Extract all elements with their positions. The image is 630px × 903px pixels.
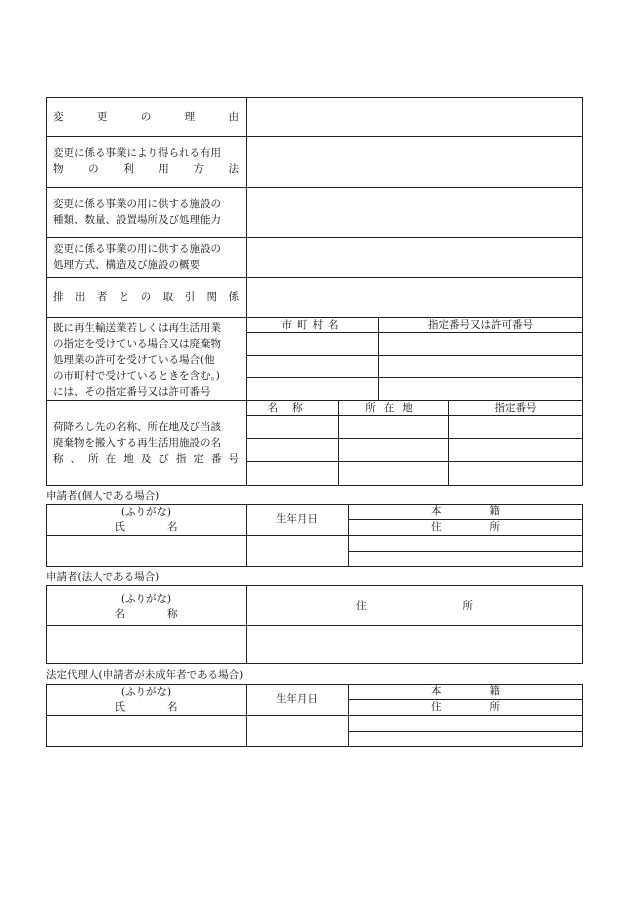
legal-rep-address-label: 住所	[431, 701, 548, 713]
corporate-furigana-label: (ふりがな)	[120, 593, 172, 605]
permit-cell-2[interactable]	[380, 334, 581, 354]
permit-col-municipality: 市町村名	[281, 319, 344, 331]
processing-method-label-line2: 処理方式、構造及び施設の概要	[53, 259, 200, 271]
legal-rep-name-label: 氏名	[114, 701, 220, 713]
permit-label-line4: の市町村で受けているときを含む。)	[53, 370, 220, 382]
unloading-label-line3: 称、所在地及び指定番号	[53, 453, 239, 465]
corporate-address-value[interactable]	[248, 627, 581, 663]
corporate-address-label: 住所	[356, 600, 569, 612]
processing-method-value[interactable]	[248, 239, 581, 276]
individual-birth-label: 生年月日	[276, 513, 318, 525]
unloading-label-line1: 荷降ろし先の名称、所在地及び当該	[53, 421, 221, 433]
processing-method-label-line1: 変更に係る事業の用に供する施設の	[53, 243, 221, 255]
legal-rep-heading: 法定代理人(申請者が未成年者である場合)	[46, 669, 244, 681]
legal-rep-honseki-label: 本籍	[431, 685, 548, 697]
individual-furigana-label: (ふりがな)	[120, 506, 172, 518]
unloading-col-address: 所在地	[365, 402, 421, 414]
legal-rep-furigana-label: (ふりがな)	[120, 686, 172, 698]
corporate-name-label: 名称	[114, 608, 220, 620]
reason-for-change-label: 変更の理由	[53, 111, 239, 123]
main-table-label-divider	[246, 97, 247, 486]
legal-rep-birth-label: 生年月日	[276, 693, 318, 705]
discharger-relationship-value[interactable]	[248, 279, 581, 316]
reason-for-change-value[interactable]	[248, 99, 581, 135]
individual-heading: 申請者(個人である場合)	[46, 490, 160, 502]
unloading-label-line2: 廃棄物を搬入する再生活用施設の名	[53, 437, 221, 449]
utilization-method-label-line1: 変更に係る事業により得られる有用	[53, 147, 221, 159]
unloading-col-name: 名称	[267, 402, 317, 414]
facility-type-label-line1: 変更に係る事業の用に供する施設の	[53, 198, 221, 210]
individual-name-value[interactable]	[48, 537, 245, 565]
utilization-method-label-line2: 物の利用方法	[53, 163, 239, 175]
facility-type-value[interactable]	[248, 189, 581, 236]
discharger-relationship-label: 排出者との取引関係	[53, 291, 239, 303]
individual-birth-value[interactable]	[248, 537, 347, 565]
corporate-heading: 申請者(法人である場合)	[46, 571, 160, 583]
legal-rep-birth-value[interactable]	[248, 717, 347, 745]
permit-label-line1: 既に再生輸送業若しくは再生活用業	[53, 322, 221, 334]
legal-rep-name-value[interactable]	[48, 717, 245, 745]
facility-type-label-line2: 種類、数量、設置場所及び処理能力	[53, 214, 221, 226]
permit-label-line2: の指定を受けている場合又は廃棄物	[53, 338, 221, 350]
permit-cell-1[interactable]	[248, 334, 376, 354]
permit-col-number: 指定番号又は許可番号	[428, 319, 533, 331]
individual-address-label: 住所	[431, 521, 548, 533]
individual-name-label: 氏名	[114, 521, 220, 533]
individual-honseki-label: 本籍	[431, 505, 548, 517]
unloading-col-number: 指定番号	[494, 402, 537, 414]
permit-label-line3: 処理業の許可を受けている場合(他	[53, 354, 215, 366]
utilization-method-value[interactable]	[248, 138, 581, 186]
corporate-name-value[interactable]	[48, 627, 245, 663]
permit-label-line5: には、その指定番号又は許可番号	[53, 386, 211, 398]
